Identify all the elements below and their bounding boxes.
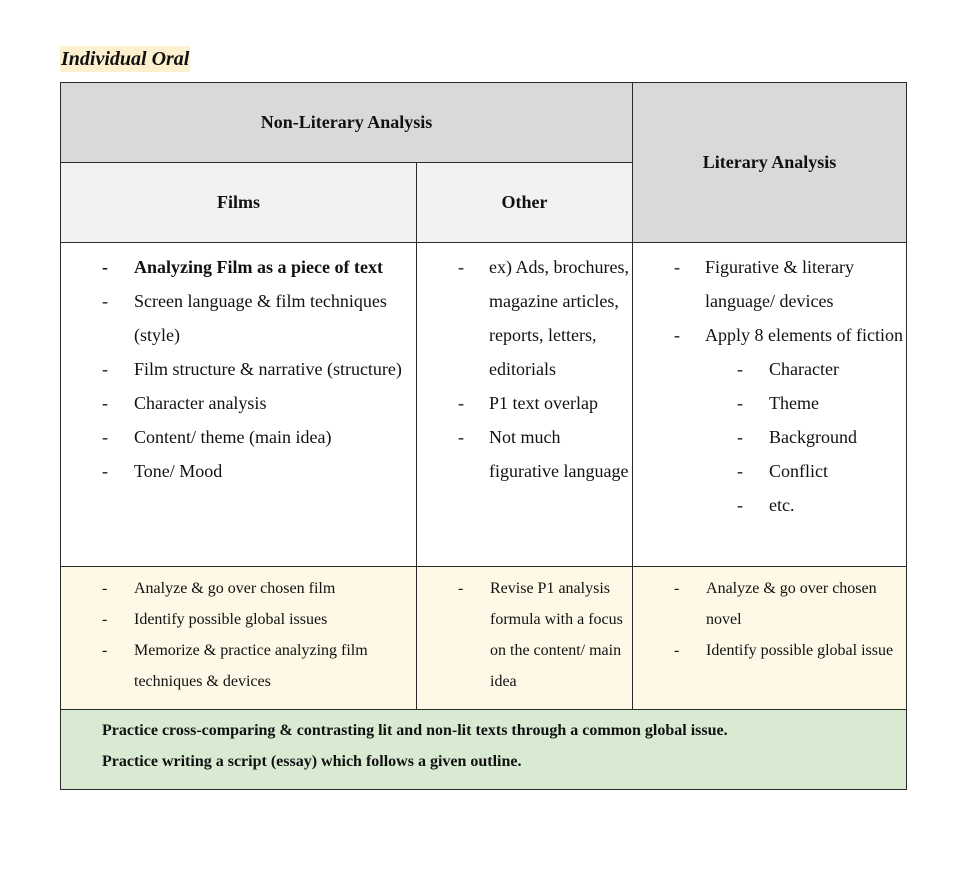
literary-body-cell: [633, 243, 907, 567]
literary-topic-list: [633, 250, 906, 352]
list-item: - Tone/ Mood: [61, 454, 416, 488]
other-header: Other: [417, 163, 633, 243]
practice-goals-cell: [61, 710, 907, 790]
list-item: - Film structure & narrative (structure): [61, 352, 416, 386]
practice-goal-line: Practice cross-comparing & contrasting lit and non-lit texts through a common global issue.: [102, 722, 728, 739]
practice-goal-line: Practice writing a script (essay) which follows a given outline.: [102, 753, 522, 770]
list-item: - Conflict: [633, 454, 906, 488]
document-title: Individual Oral: [61, 48, 190, 70]
list-item: - Memorize & practice analyzing film techniques & devices: [61, 635, 416, 697]
films-task-list: [61, 573, 416, 697]
films-header: Films: [61, 163, 417, 243]
list-item: - Theme: [633, 386, 906, 420]
list-item: - Character: [633, 352, 906, 386]
list-item: - Analyze & go over chosen film: [61, 573, 416, 604]
oral-plan-table: [60, 82, 907, 790]
literary-header: Literary Analysis: [633, 83, 907, 243]
list-item: - Analyzing Film as a piece of text: [61, 250, 416, 284]
other-topic-list: [417, 250, 632, 488]
list-item: - Analyze & go over chosen novel: [633, 573, 906, 635]
list-item: - ex) Ads, brochures, magazine articles, reports, letters, editorials: [417, 250, 632, 386]
list-item: - Identify possible global issues: [61, 604, 416, 635]
films-body-cell: [61, 243, 417, 567]
list-item: - Apply 8 elements of fiction: [633, 318, 906, 352]
list-item: - P1 text overlap: [417, 386, 632, 420]
fiction-elements-list: [633, 352, 906, 522]
list-item: - Character analysis: [61, 386, 416, 420]
films-tasks-cell: [61, 567, 417, 710]
other-task-list: [417, 573, 632, 697]
list-item: - Background: [633, 420, 906, 454]
list-item: - Identify possible global issue: [633, 635, 906, 666]
list-item: - Figurative & literary language/ devices: [633, 250, 906, 318]
list-item: - Screen language & film techniques (style): [61, 284, 416, 352]
other-body-cell: [417, 243, 633, 567]
non-literary-header: Non-Literary Analysis: [61, 83, 633, 163]
list-item: - Revise P1 analysis formula with a focus on the content/ main idea: [417, 573, 632, 697]
literary-task-list: [633, 573, 906, 666]
literary-tasks-cell: [633, 567, 907, 710]
other-tasks-cell: [417, 567, 633, 710]
list-item: - etc.: [633, 488, 906, 522]
list-item: - Not much figurative language: [417, 420, 632, 488]
films-topic-list: [61, 250, 416, 488]
list-item: - Content/ theme (main idea): [61, 420, 416, 454]
